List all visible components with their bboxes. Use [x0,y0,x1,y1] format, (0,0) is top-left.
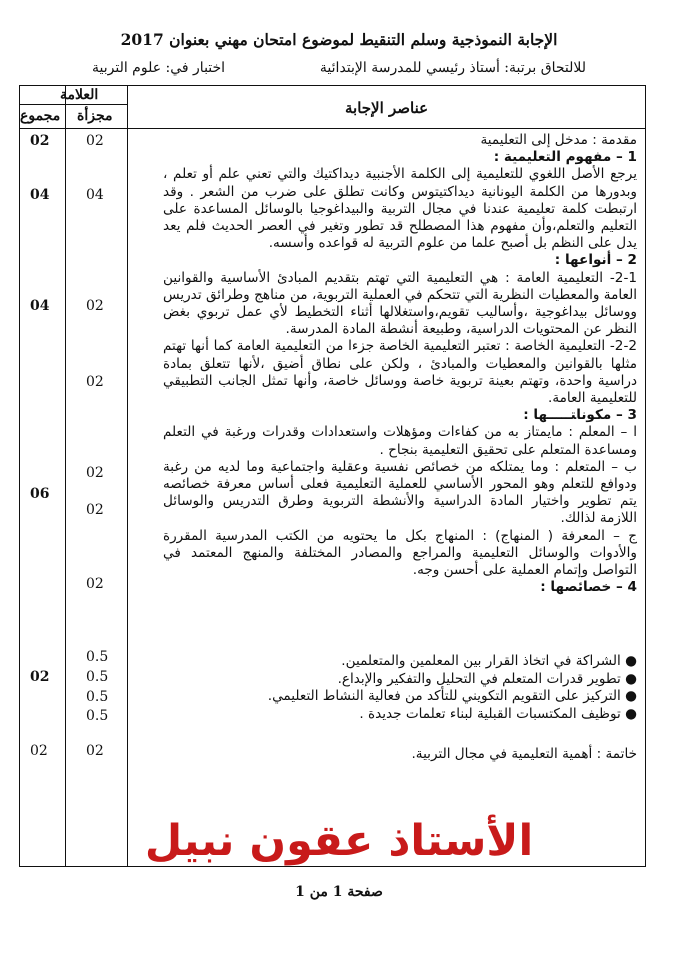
mark-feature-4: 0.5 [86,708,109,724]
mark-concept-total: 04 [30,187,50,203]
mark-header: العلامة [60,87,99,103]
features-list [163,653,637,723]
learner-text: ب – المتعلم : وما يمتلكه من خصائص نفسية وعقلية واجتماعية وما لديه من رغبة ودوافع للتعلم وهو المحور الأساسي للعملية التعليمية فعلى أساس معرفة خصائصه يتم تطوير واختيار المادة الدراسية والأنشطة التربوية وطرق التدريس والوسائل اللازمة لذالك. [163,458,637,527]
general-didactics-text: 2-1- التعليمية العامة : هي التعليمية التي تهتم بتقديم المبادئ الأساسية والقوانين العامة والمعطيات النظرية التي تتحكم في العملية التربوية، من مناهج وطرائق تدريس ووسائل بيداغوجية ،وأساليب تقويم،واستغلالها أثناء التخطيط لأي عمل تربوي بغض النظر عن المحتويات الدراسية، وطبيعة أنشطة المادة المدرسة. [163,269,637,338]
mark-general-partial: 02 [86,298,104,314]
answer-header: عناصر الإجابة [345,99,429,117]
mark-intro-total: 02 [30,133,50,149]
answer-section-1 [163,132,637,596]
list-item: ● التركيز على التقويم التكويني للتأكد من فعالية النشاط التعليمي. [267,688,637,704]
mark-feature-3: 0.5 [86,689,109,705]
exam-subject: اختبار في: علوم التربية [92,60,226,76]
list-item: ● توظيف المكتسبات القبلية لبناء تعلمات جديدة . [359,705,637,722]
answer-table [19,85,646,867]
mark-features-total: 02 [30,669,50,685]
col-divider-total [65,86,66,866]
teacher-text: ا – المعلم : مايمتاز به من كفاءات ومؤهلات واستعدادات وقدرات ورغبة في التعلم ومساعدة المتعلم على تحقيق التعليمية بنجاح . [163,424,637,458]
list-item: ● تطوير قدرات المتعلم في التحليل والتفكير والإبداع. [337,670,637,687]
components-heading: 3 – مكونا‍تـــــها : [523,407,637,424]
mark-learner-partial: 02 [86,502,104,518]
mark-intro-partial: 02 [86,133,104,149]
mark-feature-1: 0.5 [86,649,109,665]
partial-header: مجزأة [77,108,113,124]
mark-teacher-partial: 02 [86,465,104,481]
concept-heading: 1 – مفهوم التعليمية : [493,149,637,166]
types-heading: 2 – أنواعها : [554,252,637,269]
header-bottom-line [20,128,645,129]
document-title: الإجابة النموذجية وسلم التنقيط لموضوع امتحان مهني بعنوان 2017 [120,30,558,49]
special-didactics-text: 2-2- التعليمية الخاصة : تعتبر التعليمية الخاصة جزءا من التعليمية العامة كما أنها تهتم مثلها بالقوانين والمعطيات والمبادئ ، ولكن على نطاق أضيق ،لأنها تتعلق بمادة دراسية واحدة، وتهتم بعينة تربوية خاصة ووسائل خاصة، وأنها تمثل الجانب التطبيقي للتعليمية العامة. [163,338,637,407]
mark-concept-partial: 04 [86,187,104,203]
intro-text: مقدمة : مدخل إلى التعليمية [480,132,637,148]
mark-types-total: 04 [30,298,50,314]
conclusion-text: خاتمة : أهمية التعليمية في مجال التربية. [411,746,637,762]
author-signature: الأستاذ عقون نبيل [144,816,534,866]
knowledge-text: ج – المعرفة ( المنهاج) : المنهاج بكل ما يحتويه من الكتب المدرسية المقررة والأدوات والوسائل التعليمية والمراجع والمصادر المختلفة والمنهج المعتمد في التواصل وإتمام العملية على أحسن وجه. [163,527,637,579]
mark-conclusion-total: 02 [30,743,48,759]
total-header: مجموع [20,108,61,124]
page-number: صفحة 1 من 1 [295,884,383,900]
mark-components-total: 06 [30,486,50,502]
mark-header-split [20,104,127,105]
mark-special-partial: 02 [86,374,104,390]
mark-conclusion-partial: 02 [86,743,104,759]
mark-feature-2: 0.5 [86,669,109,685]
list-item: ● الشراكة في اتخاذ القرار بين المعلمين والمتعلمين. [341,653,637,669]
conclusion [163,746,637,763]
exam-rank: للالتحاق برتبة: أستاذ رئيسي للمدرسة الإبتدائية [319,60,586,76]
col-divider-answer [127,86,128,866]
mark-knowledge-partial: 02 [86,576,104,592]
concept-text: يرجع الأصل اللغوي للتعليمية إلى الكلمة الأجنبية ديداكتيك والتي تعني علم أو تعلم ، وبدورها من الكلمة اليونانية ديداكتيتوس وكانت تطلق على ضرب من الشعر . وقد ارتبطت كلمة تعليمية عندنا في مجال التربية والبيداغوجيا بالوسائل المساعدة على التعليم والتعلم،وأن مفهوم هذا المصطلح قد تطور وتغير في العصر الحديث فلم يعد يدل على النظم بل أصبح علما من علوم التربية له قواعده وأسسه. [163,166,637,252]
features-heading: 4 – خصائصها : [540,579,637,596]
